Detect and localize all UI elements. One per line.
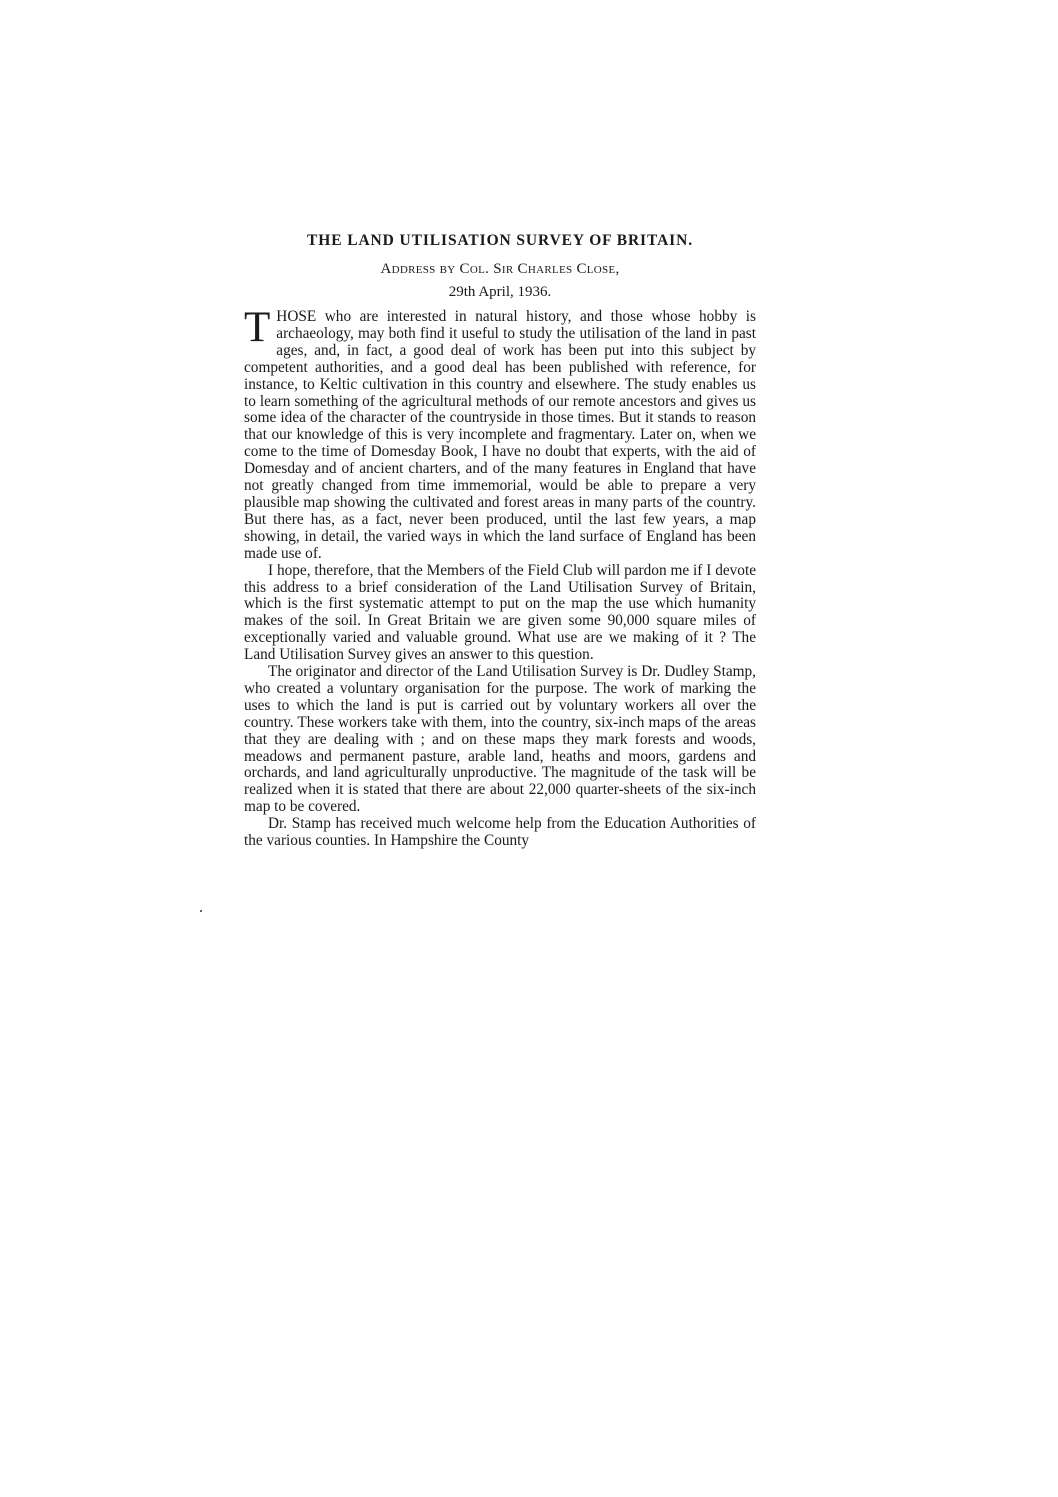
paragraph-3: The originator and director of the Land Utilisation Survey is Dr. Dudley Stamp, who created a voluntary organisation for the purpose. The work of marking the uses to which the land is put is carried out by voluntary workers all over the country. These workers take with them, into the country, six-inch maps of the areas that they are dealing with ; and on these maps they mark forests and woods, meadows and permanent pasture, arable land, heaths and moors, gardens and orchards, and land agriculturally unproductive. The magnitude of the task will be realized when it is stated that there are about 22,000 quarter-sheets of the six-inch map to be covered. [244,663,756,816]
drop-cap: T [244,304,271,351]
address-date: 29th April, 1936. [448,284,552,300]
paragraph-1 [244,304,756,563]
article-body [244,304,756,850]
paragraph-2: I hope, therefore, that the Members of the Field Club will pardon me if I devote this address to a brief consideration of the Land Utilisation Survey of Britain, which is the first systematic attempt to put on the map the use which humanity makes of the soil. In Great Britain we are given some 90,000 square miles of exceptionally varied and valuable ground. What use are we making of it ? The Land Utilisation Survey gives an answer to this question. [244,561,756,664]
article-title: THE LAND UTILISATION SURVEY OF BRITAIN. [307,232,693,249]
address-byline: Address by Col. Sir Charles Close, [380,261,620,277]
margin-mark [200,910,202,912]
paragraph-1-text: HOSE who are interested in natural history, and those whose hobby is archaeology, may both find it useful to study the utilisation of the land in past ages, and, in fact, a good deal of work has been put into this subject by competent authorities, and a good deal has been published with reference, for instance, to Keltic cultivation in this country and elsewhere. The study enables us to learn something of the agricultural methods of our remote ancestors and gives us some idea of the character of the countryside in those times. But it stands to reason that our knowledge of this is very incomplete and fragmentary. Later on, when we come to the time of Domesday Book, I have no doubt that experts, with the aid of Domesday and of ancient charters, and of the many features in England that have not greatly changed from time immemorial, would be able to prepare a very plausible map showing the cultivated and forest areas in many parts of the country. But there has, as a fact, never been produced, until the last few years, a map showing, in detail, the varied ways in which the land surface of England has been made use of. [244,308,756,562]
paragraph-4: Dr. Stamp has received much welcome help from the Education Authorities of the various counties. In Hampshire the County [244,815,756,850]
